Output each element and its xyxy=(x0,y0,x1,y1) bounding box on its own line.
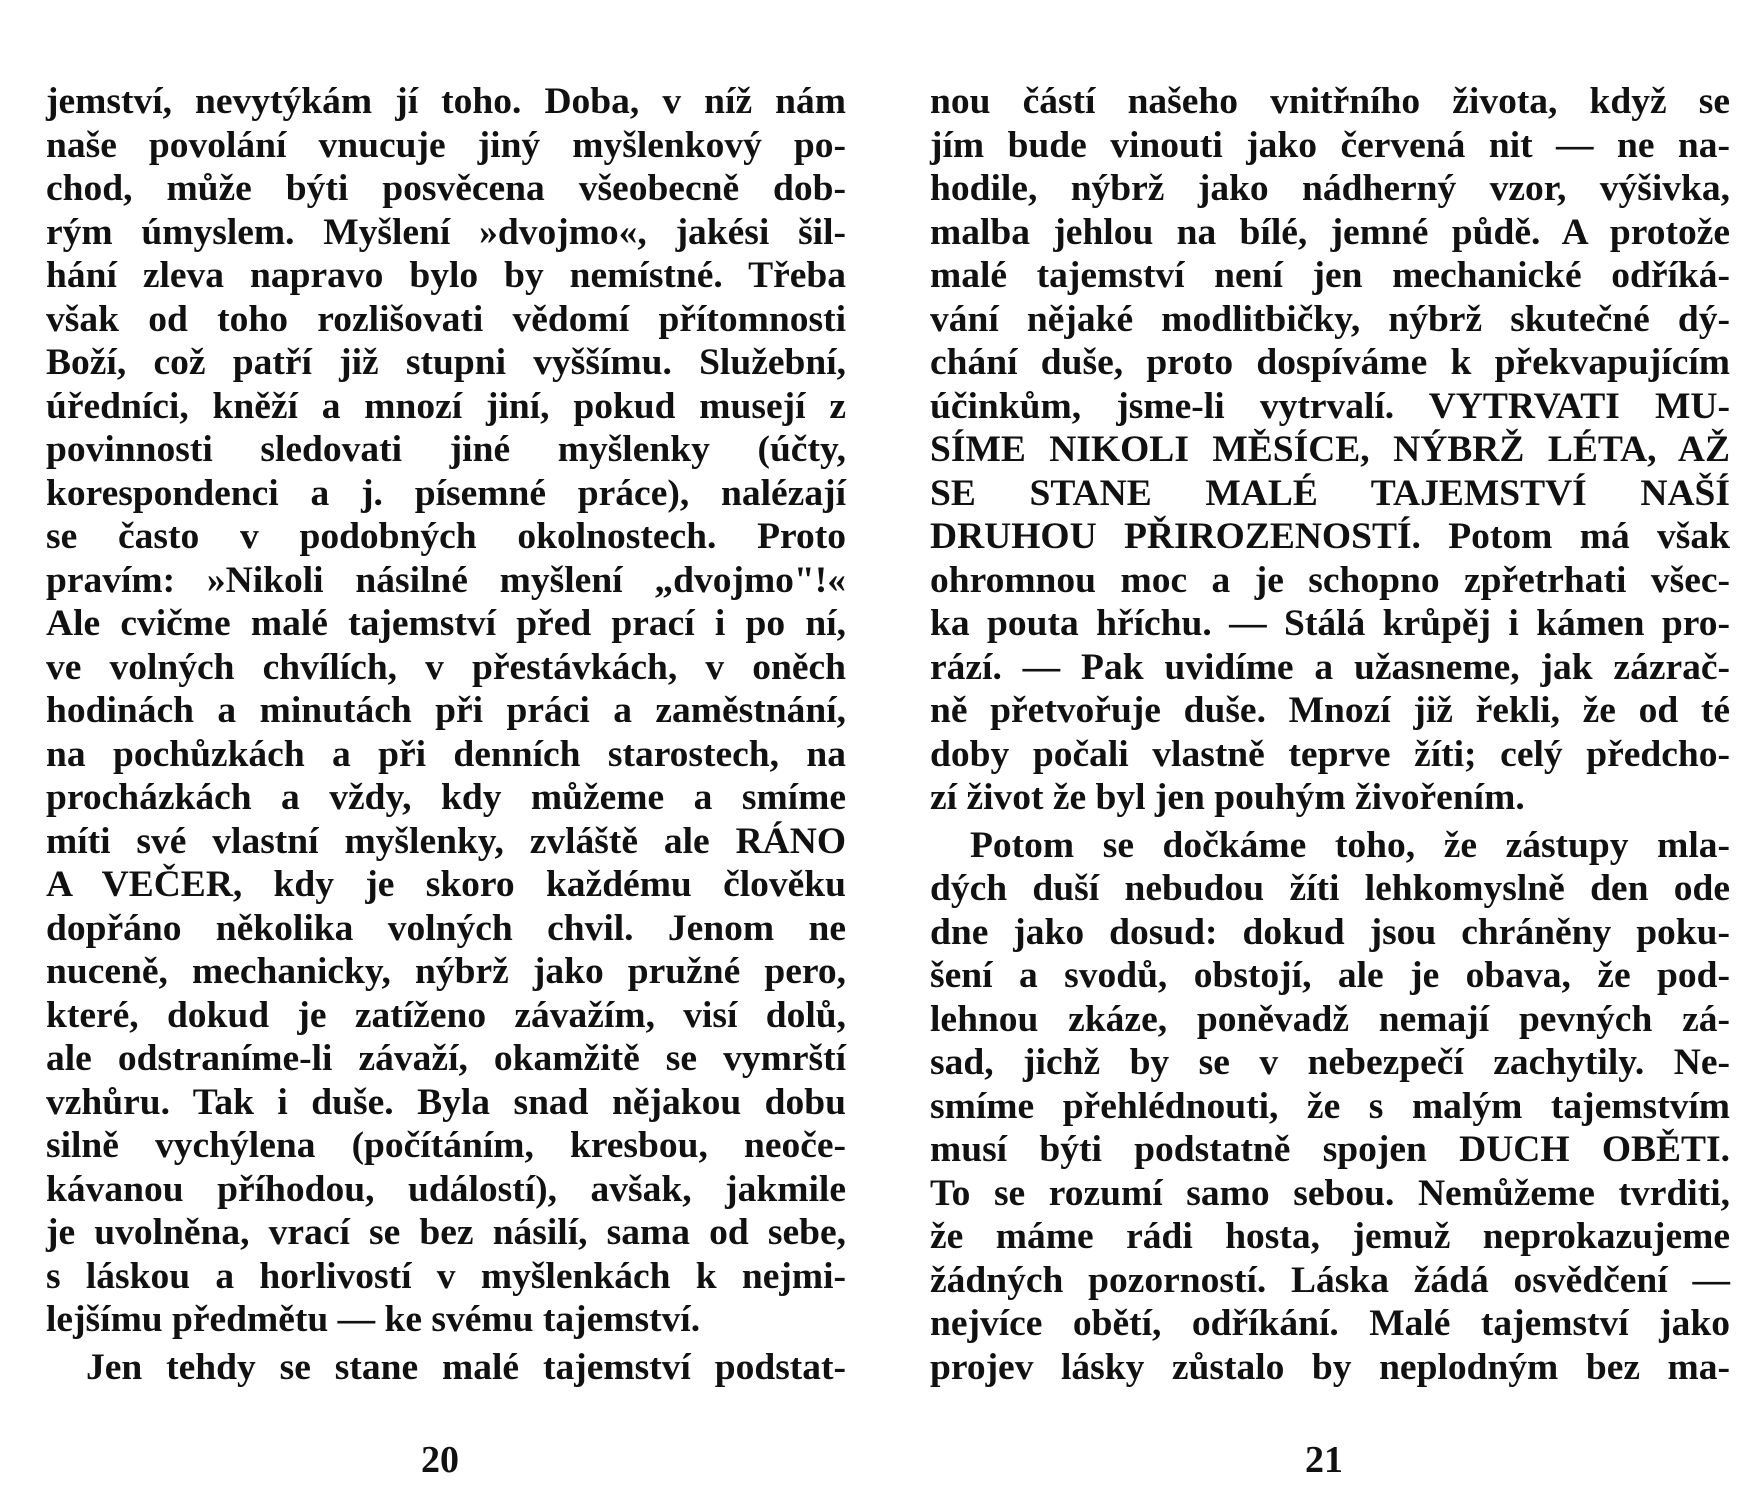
text-line: lehnou zkáze, poněvadž nemají pevných zá- xyxy=(930,998,1730,1040)
text-line: doby počali vlastně teprve žíti; celý předcho- xyxy=(930,733,1730,775)
text-line: že máme rádi hosta, jemuž neprokazujeme xyxy=(930,1216,1730,1257)
text-line: Ale cvičme malé tajemství před prací i po ní, xyxy=(46,603,846,644)
text-line: vzhůru. Tak i duše. Byla snad nějakou dobu xyxy=(46,1081,846,1123)
text-line: míti své vlastní myšlenky, zvláště ale RÁNO xyxy=(46,820,846,862)
text-line: je uvolněna, vrací se bez násilí, sama od sebe, xyxy=(46,1212,846,1253)
text-line: lejšímu předmětu — ke svému tajemství. xyxy=(46,1299,701,1340)
text-line: silně vychýlena (počítáním, kresbou, neoče- xyxy=(46,1125,846,1166)
text-line: A VEČER, kdy je skoro každému člověku xyxy=(46,864,846,905)
text-line: úředníci, kněží a mnozí jiní, pokud musejí z xyxy=(46,385,846,427)
text-line: dne jako dosud: dokud jsou chráněny poku- xyxy=(930,911,1730,953)
text-line: rází. — Pak uvidíme a užasneme, jak zázrač- xyxy=(930,646,1730,688)
text-line: SE STANE MALÉ TAJEMSTVÍ NAŠÍ xyxy=(930,472,1730,514)
text-line: smíme přehlédnouti, že s malým tajemstvím xyxy=(930,1085,1730,1127)
text-line: kávanou příhodou, událostí), avšak, jakmile xyxy=(46,1168,846,1210)
text-line: zí život že byl jen pouhým živořením. xyxy=(930,777,1525,818)
text-line: pravím: »Nikoli násilné myšlení „dvojmo"!« xyxy=(46,559,846,601)
left-page-text xyxy=(46,80,846,1389)
text-line: vání nějaké modlitbičky, nýbrž skutečné dý- xyxy=(930,298,1730,340)
text-line: Jen tehdy se stane malé tajemství podstat- xyxy=(86,1346,846,1388)
text-line: účinkům, jsme-li vytrvalí. VYTRVATI MU- xyxy=(930,385,1730,427)
text-line: jím bude vinouti jako červená nit — ne na- xyxy=(930,124,1730,166)
text-line: ohromnou moc a je schopno zpřetrhati všec- xyxy=(930,559,1730,601)
right-page-text xyxy=(930,80,1730,1389)
text-line: sad, jichž by se v nebezpečí zachytily. Ne- xyxy=(930,1042,1730,1083)
text-line: jemství, nevytýkám jí toho. Doba, v níž nám xyxy=(46,81,846,122)
text-line: Potom se dočkáme toho, že zástupy mla- xyxy=(970,824,1730,866)
text-line: hodinách a minutách při práci a zaměstnání, xyxy=(46,690,846,731)
text-line: chání duše, proto dospíváme k překvapujícím xyxy=(930,342,1730,383)
text-line: chod, může býti posvěcena všeobecně dob- xyxy=(46,168,846,209)
text-line: malba jehlou na bílé, jemné půdě. A protože xyxy=(930,211,1730,253)
text-line: korespondenci a j. písemné práce), nalézají xyxy=(46,472,846,514)
text-line: povinnosti sledovati jiné myšlenky (účty, xyxy=(46,429,846,470)
text-line: SÍME NIKOLI MĚSÍCE, NÝBRŽ LÉTA, AŽ xyxy=(930,429,1730,470)
text-line: hání zleva napravo bylo by nemístné. Třeba xyxy=(46,255,846,296)
text-line: však od toho rozlišovati vědomí přítomnosti xyxy=(46,298,846,340)
text-line: Boží, což patří již stupni vyššímu. Služební, xyxy=(46,342,846,383)
text-line: které, dokud je zatíženo závažím, visí dolů, xyxy=(46,994,846,1036)
text-line: dopřáno několika volných chvil. Jenom ne xyxy=(46,907,846,949)
text-line: DRUHOU PŘIROZENOSTÍ. Potom má však xyxy=(930,516,1730,557)
page-number-right: 21 xyxy=(1305,1439,1343,1481)
text-line: ale odstraníme-li závaží, okamžitě se vymrští xyxy=(46,1038,846,1079)
text-line: rým úmyslem. Myšlení »dvojmo«, jakési šil- xyxy=(46,211,846,253)
text-line: nou částí našeho vnitřního života, když se xyxy=(930,81,1730,122)
text-line: na pochůzkách a při denních starostech, na xyxy=(46,733,846,775)
text-line: ně přetvořuje duše. Mnozí již řekli, že od té xyxy=(930,690,1730,731)
text-line: s láskou a horlivostí v myšlenkách k nejmi- xyxy=(46,1255,846,1297)
text-line: dých duší nebudou žíti lehkomyslně den ode xyxy=(930,868,1730,909)
text-line: To se rozumí samo sebou. Nemůžeme tvrditi, xyxy=(930,1172,1730,1214)
text-line: nejvíce obětí, odříkání. Malé tajemství jako xyxy=(930,1303,1730,1344)
text-line: ve volných chvílích, v přestávkách, v oněch xyxy=(46,646,846,688)
text-line: malé tajemství není jen mechanické odříká- xyxy=(930,255,1730,296)
text-line: šení a svodů, obstojí, ale je obava, že pod- xyxy=(930,955,1730,996)
text-line: nuceně, mechanicky, nýbrž jako pružné pero, xyxy=(46,951,846,992)
page-number-left: 20 xyxy=(421,1439,459,1481)
text-line: procházkách a vždy, kdy můžeme a smíme xyxy=(46,777,846,818)
text-line: se často v podobných okolnostech. Proto xyxy=(46,516,846,557)
text-line: hodile, nýbrž jako nádherný vzor, výšivka, xyxy=(930,168,1730,209)
text-line: ka pouta hříchu. — Stálá krůpěj i kámen pro- xyxy=(930,603,1730,644)
text-line: naše povolání vnucuje jiný myšlenkový po- xyxy=(46,124,846,166)
text-line: žádných pozorností. Láska žádá osvědčení — xyxy=(930,1259,1730,1301)
text-line: projev lásky zůstalo by neplodným bez ma- xyxy=(930,1346,1730,1388)
text-line: musí býti podstatně spojen DUCH OBĚTI. xyxy=(930,1129,1730,1170)
